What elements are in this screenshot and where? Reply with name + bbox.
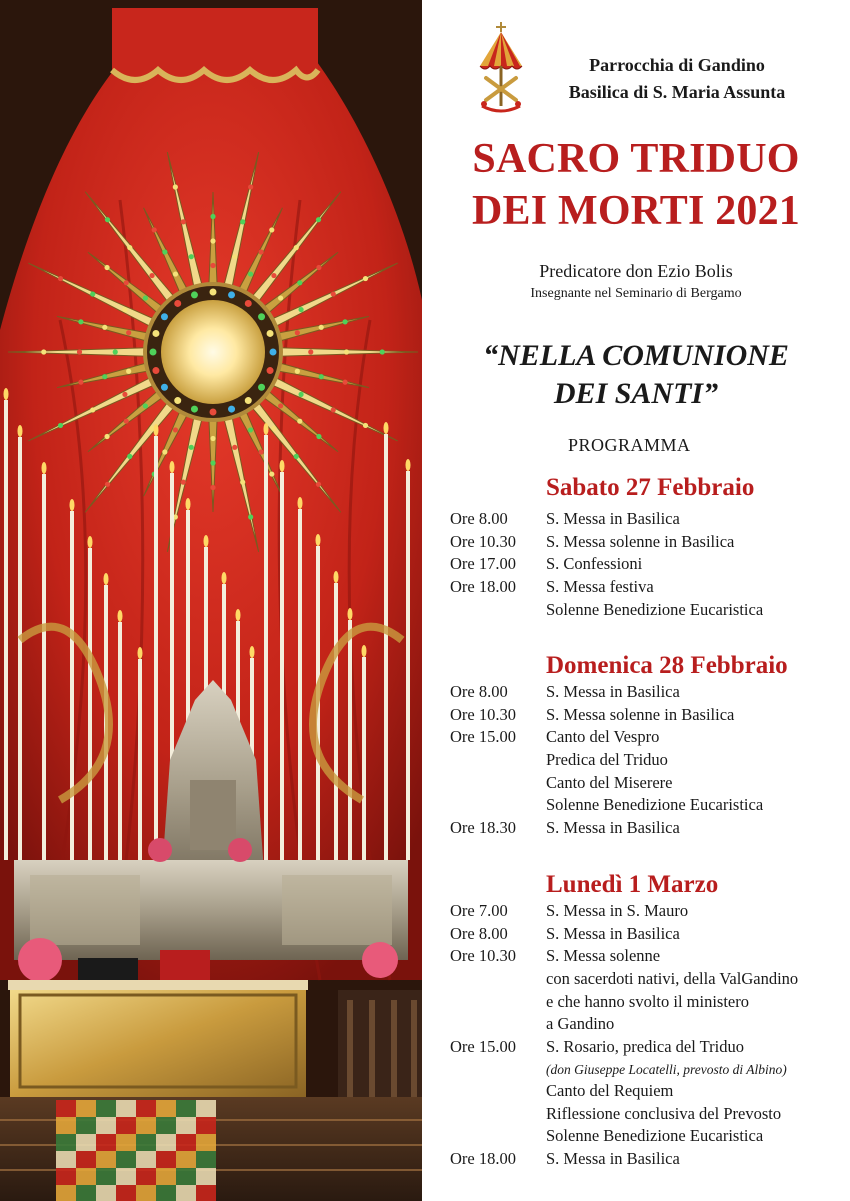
time: Ore 10.30 — [450, 704, 516, 724]
preacher-name: Predicatore don Ezio Bolis — [539, 261, 733, 281]
time: Ore 18.30 — [450, 818, 516, 838]
activity: a Gandino — [546, 1014, 615, 1034]
altar-illustration — [0, 0, 422, 1201]
activity: Canto del Miserere — [546, 772, 673, 792]
time: Ore 18.00 — [450, 577, 516, 597]
time: Ore 18.00 — [450, 1148, 516, 1168]
schedule-row — [450, 900, 850, 923]
schedule-sunday — [450, 681, 850, 840]
canopy — [112, 8, 318, 70]
activity-note: (don Giuseppe Locatelli, prevosto di Albino) — [546, 1061, 787, 1077]
time: Ore 7.00 — [450, 901, 508, 920]
activity: S. Messa in S. Mauro — [546, 901, 689, 920]
sunburst-core — [161, 300, 265, 404]
schedule-row — [450, 726, 850, 749]
event-title-line2: DEI MORTI 2021 — [471, 188, 800, 234]
time: Ore 10.30 — [450, 531, 516, 551]
basilica-umbraculum-emblem-icon — [474, 22, 528, 118]
activity: Canto del Requiem — [546, 1080, 674, 1100]
parish-heading — [522, 52, 832, 106]
altar-photo — [0, 0, 422, 1201]
schedule-row — [450, 817, 850, 840]
schedule-row — [450, 1148, 850, 1171]
schedule-row — [450, 1036, 850, 1059]
time: Ore 17.00 — [450, 554, 516, 574]
time: Ore 8.00 — [450, 923, 508, 943]
schedule-row — [450, 599, 850, 622]
parish-name: Parrocchia di Gandino — [589, 55, 765, 75]
day-title-monday: Lunedì 1 Marzo — [546, 871, 719, 898]
activity: S. Messa in Basilica — [546, 923, 680, 943]
motto-line2: DEI SANTI” — [553, 377, 719, 410]
program-label: PROGRAMMA — [568, 435, 691, 455]
time: Ore 8.00 — [450, 682, 508, 701]
schedule-saturday — [450, 508, 850, 621]
schedule-row — [450, 749, 850, 772]
program-panel — [422, 0, 850, 1201]
time: Ore 10.30 — [450, 946, 516, 966]
schedule-row — [450, 576, 850, 599]
time: Ore 15.00 — [450, 1037, 516, 1057]
schedule-note — [450, 1059, 850, 1080]
activity: Solenne Benedizione Eucaristica — [546, 599, 764, 619]
activity: Predica del Triduo — [546, 750, 668, 770]
preacher-role: Insegnante nel Seminario di Bergamo — [530, 286, 742, 301]
event-title-line1: SACRO TRIDUO — [472, 136, 800, 182]
day-title-sunday: Domenica 28 Febbraio — [546, 652, 788, 679]
schedule-row — [450, 1103, 850, 1126]
schedule-row — [450, 923, 850, 946]
schedule-row — [450, 772, 850, 795]
activity: S. Messa in Basilica — [546, 1148, 680, 1168]
motto-line1: “NELLA COMUNIONE — [483, 339, 789, 372]
basilica-name: Basilica di S. Maria Assunta — [568, 82, 786, 102]
activity: S. Messa in Basilica — [546, 509, 680, 528]
carpet-runner — [56, 1100, 216, 1201]
activity: Riflessione conclusiva del Prevosto — [546, 1103, 782, 1123]
activity: con sacerdoti nativi, della ValGandino — [546, 969, 799, 989]
activity: S. Messa in Basilica — [546, 818, 680, 838]
theme-motto — [422, 337, 850, 413]
activity: Solenne Benedizione Eucaristica — [546, 1126, 764, 1146]
schedule-row — [450, 704, 850, 727]
schedule-row — [450, 794, 850, 817]
schedule-monday — [450, 900, 850, 1171]
schedule-row — [450, 1080, 850, 1103]
schedule-row — [450, 508, 850, 531]
schedule-row — [450, 968, 850, 991]
schedule-row — [450, 531, 850, 554]
activity: Canto del Vespro — [546, 727, 660, 747]
activity: S. Messa solenne — [546, 946, 661, 966]
schedule-row — [450, 1013, 850, 1036]
activity: S. Messa in Basilica — [546, 682, 680, 701]
activity: S. Messa festiva — [546, 577, 654, 597]
activity: S. Messa solenne in Basilica — [546, 531, 735, 551]
activity: e che hanno svolto il ministero — [546, 991, 750, 1011]
schedule-row — [450, 553, 850, 576]
activity: S. Confessioni — [546, 554, 643, 574]
schedule-row — [450, 681, 850, 704]
activity: S. Messa solenne in Basilica — [546, 704, 735, 724]
time: Ore 8.00 — [450, 509, 508, 528]
activity: S. Rosario, predica del Triduo — [546, 1037, 744, 1057]
day-title-saturday: Sabato 27 Febbraio — [546, 474, 755, 501]
schedule-row — [450, 991, 850, 1014]
time: Ore 15.00 — [450, 727, 516, 747]
schedule-row — [450, 1125, 850, 1148]
event-title — [422, 133, 850, 237]
front-altar — [10, 985, 306, 1097]
activity: Solenne Benedizione Eucaristica — [546, 795, 764, 815]
schedule-row — [450, 945, 850, 968]
